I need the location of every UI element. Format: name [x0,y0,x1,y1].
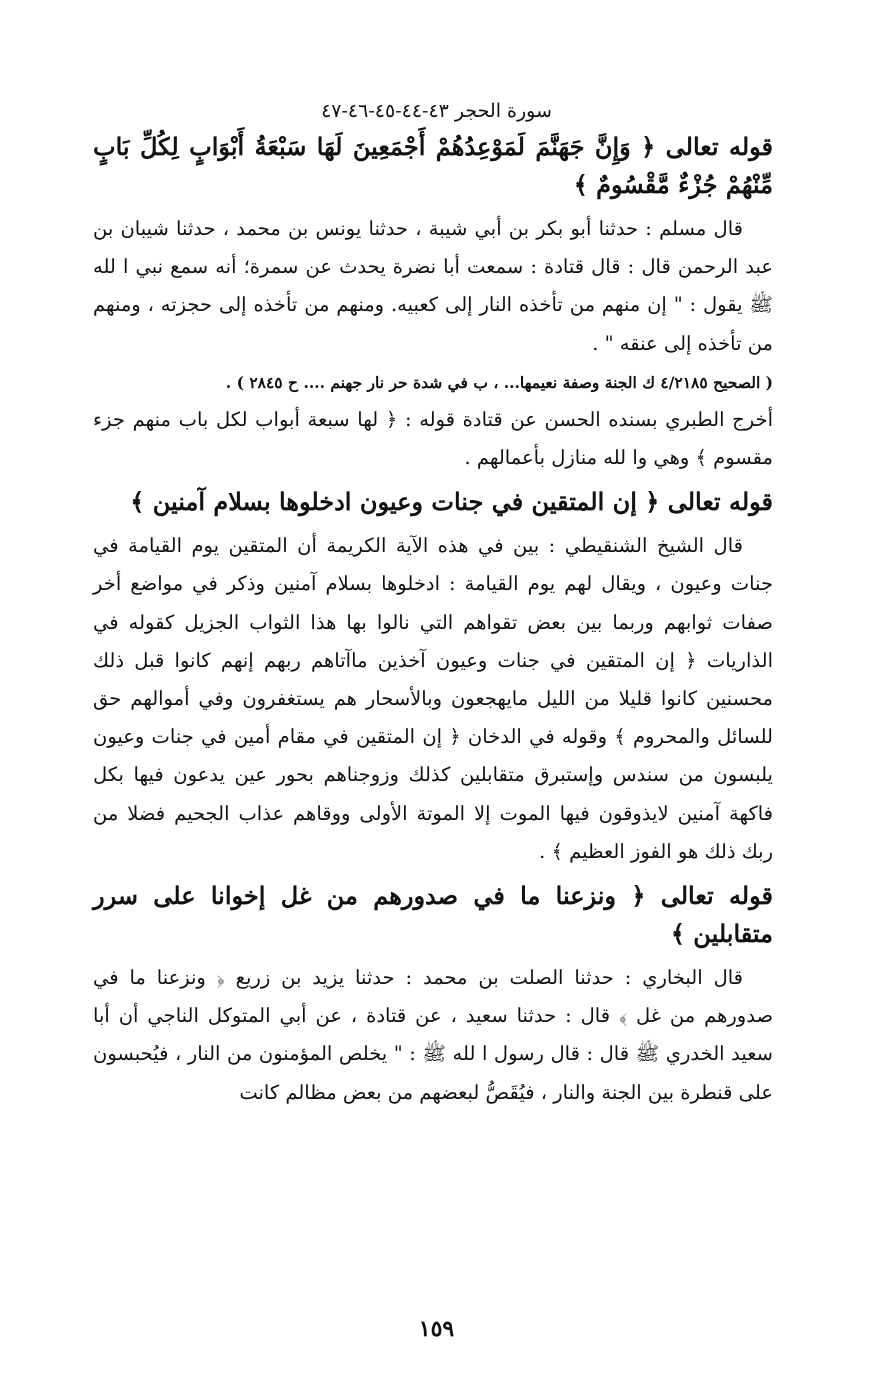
section-1-paragraph-text: قال مسلم : حدثنا أبو بكر بن أبي شيبة ، حدثنا يونس بن محمد ، حدثنا شيبان بن عبد الرحمن قال : قال قتادة : سمعت أبا نضرة يحدث عن سمرة؛ أنه سمع نبي ا لله ﷺ يقول : " إن منهم من تأخذه النار إلى كعبيه. ومنهم من تأخذه إلى حجزته ، ومنهم من تأخذه إلى عنقه " . [93,217,773,355]
section-heading-3: قوله تعالى ﴿ ونزعنا ما في صدورهم من غل إخوانا على سرر متقابلين ﴾ [93,881,773,949]
section-heading-2: قوله تعالى ﴿ إن المتقين في جنات وعيون ادخلوها بسلام آمنين ﴾ [130,487,773,517]
section-1-paragraph [93,210,773,363]
page-content [93,128,773,1112]
section-1-paragraph-2: أخرج الطبري بسنده الحسن عن قتادة قوله : ﴿ لها سبعة أبواب لكل باب منهم جزء مقسوم ﴾ وهي وا لله منازل بأعمالهم . [93,407,773,470]
section-2-paragraph [93,527,773,871]
section-heading-1: قوله تعالى ﴿ وَإِنَّ جَهَنَّمَ لَمَوْعِدُهُمْ أَجْمَعِينَ لَهَا سَبْعَةُ أَبْوَابٍ لِكُلِّ بَابٍ مِّنْهُمْ جُزْءٌ مَّقْسُومٌ ﴾ [93,132,773,199]
running-head: سورة الحجر ٤٣-٤٤-٤٥-٤٦-٤٧ [321,100,552,122]
page-number: ١٥٩ [418,1316,455,1342]
section-3-paragraph-text: قال البخاري : حدثنا الصلت بن محمد : حدثنا يزيد بن زريع ﴿ ونزعنا ما في صدورهم من غل ﴾ قال : حدثنا سعيد ، عن قتادة ، عن أبي المتوكل الناجي أن أبا سعيد الخدري ﷺ قال : قال رسول ا لله ﷺ : " يخلص المؤمنون من النار ، فيُحبسون على قنطرة بين الجنة والنار ، فيُقَصُّ لبعضهم من بعض مظالم كانت [93,966,773,1104]
section-3-paragraph [93,959,773,1112]
section-2-paragraph-text: قال الشيخ الشنقيطي : بين في هذه الآية الكريمة أن المتقين يوم القيامة في جنات وعيون ، ويقال لهم يوم القيامة : ادخلوها بسلام آمنين وذكر في مواضع أخر صفات ثوابهم وربما بين بعض تقواهم التي نالوا بها هذا الثواب الجزيل كقوله في الذاريات ﴿ إن المتقين في جنات وعيون آخذين ماآتاهم ربهم إنهم كانوا قبل ذلك محسنين كانوا قليلا من الليل مايهجعون وبالأسحار هم يستغفرون وفي أموالهم حق للسائل والمحروم ﴾ وقوله في الدخان ﴿ إن المتقين في مقام أمين في جنات وعيون يلبسون من سندس وإستبرق متقابلين كذلك وزوجناهم بحور عين يدعون فيها بكل فاكهة آمنين لايذوقون فيها الموت إلا الموتة الأولى ووقاهم عذاب الجحيم فضلا من ربك ذلك هو الفوز العظيم ﴾ . [93,534,773,863]
section-1-citation: ( الصحيح ٤/٢١٨٥ ك الجنة وصفة نعيمها... ، ب في شدة حر نار جهنم .... ح ٢٨٤٥ ) . [225,372,773,392]
